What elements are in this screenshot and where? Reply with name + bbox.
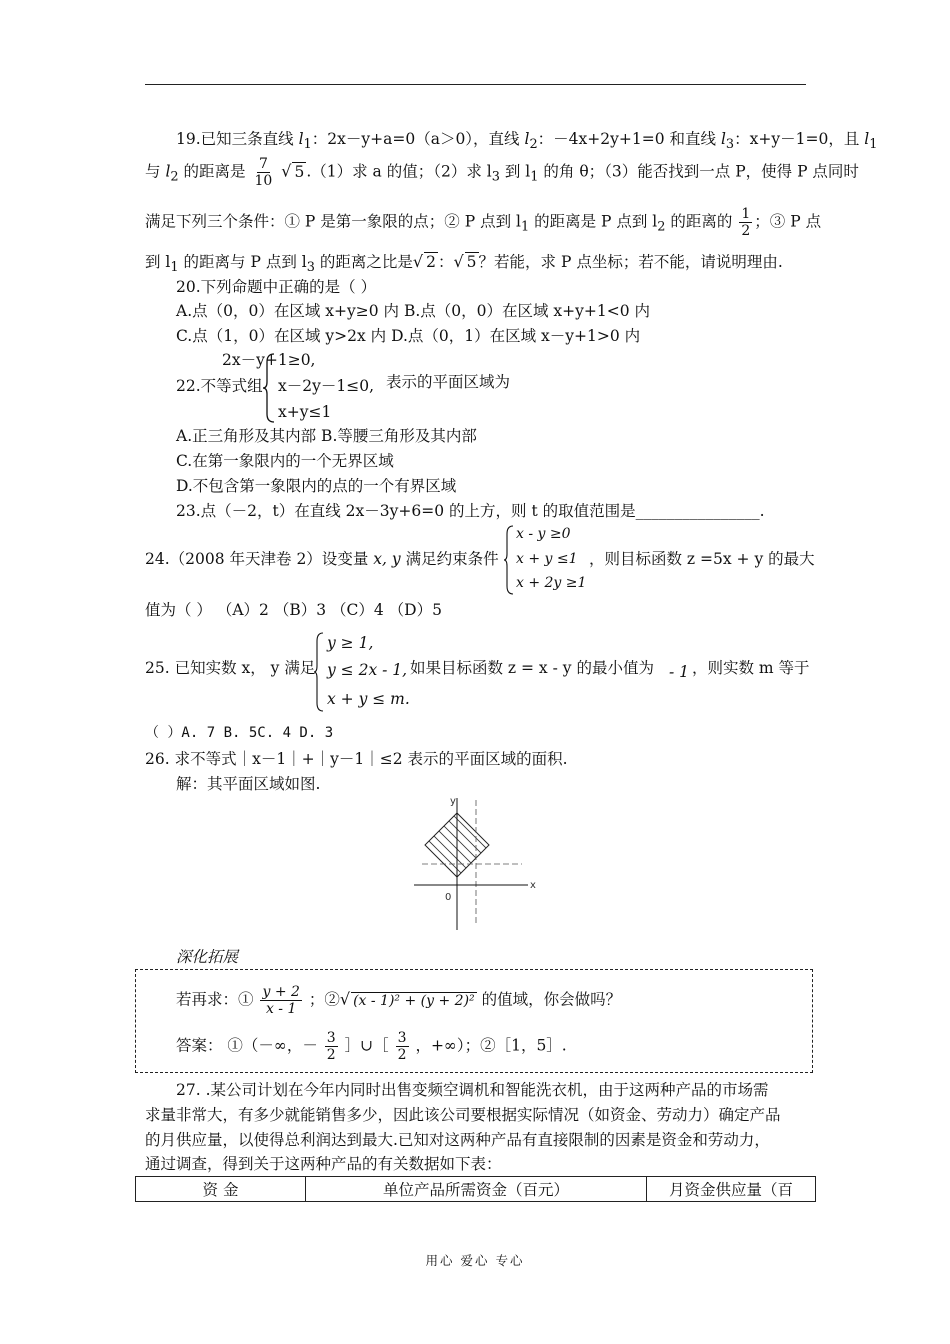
- q20-options-ab: A.点（0，0）在区域 x+y≥0 内 B.点（0，0）在区域 x+y+1<0 内: [176, 302, 651, 320]
- q22-option-ab: A.正三角形及其内部 B.等腰三角形及其内部: [176, 427, 477, 445]
- fraction-y2-x1: $\frac{y + 2}{x - 1}$: [262, 984, 300, 1018]
- origin-label: 0: [445, 892, 452, 903]
- q27-line2: 求量非常大，有多少就能销售多少，因此该公司要根据实际情况（如资金、劳动力）确定产品: [145, 1106, 781, 1124]
- q27-line3: 的月供应量，以使得总利润达到最大.已知对这两种产品有直接限制的因素是资金和劳动力，: [145, 1131, 770, 1149]
- q26-title: 26. 求不等式｜x－1｜+｜y－1｜≤2 表示的平面区域的面积.: [145, 750, 568, 768]
- q25-options: （ ）A. 7 B. 5C. 4 D. 3: [145, 725, 334, 741]
- q25-min-value: - 1: [669, 663, 690, 681]
- q24-constraint-1: x - y ≥0: [516, 526, 571, 542]
- q19-line3: 满足下列三个条件：① P 是第一象限的点；② P 点到 $l_1$ 的距离是 P 点到 $l_2$ 的距离的 $\frac{1}{2}$ ；③ P 点: [145, 206, 822, 240]
- fraction-3-2-a: $\frac{3}{2}$: [326, 1030, 336, 1064]
- fraction-half: $\frac{1}{2}$: [741, 206, 751, 240]
- q25-suffix: ，则实数 m 等于: [692, 659, 810, 677]
- q27-data-table: [135, 1176, 816, 1202]
- q24-prefix: 24.（2008 年天津卷 2）设变量 x, y 满足约束条件: [145, 550, 499, 568]
- hatch-fill: [410, 792, 545, 912]
- q22-option-d: D.不包含第一象限内的点的一个有界区域: [176, 477, 457, 495]
- q23-text: 23.点（－2，t）在直线 2x－3y+6=0 的上方，则 t 的取值范围是________________.: [176, 502, 765, 520]
- table-header-cell: 月资金供应量（百: [647, 1177, 816, 1202]
- q20-title: 20.下列命题中正确的是（ ）: [176, 278, 377, 296]
- q24-constraint-3: x + 2y ≥1: [516, 575, 587, 591]
- q25-prefix: 25. 已知实数 x， y 满足: [145, 659, 316, 677]
- axis-x-label: x: [530, 880, 536, 891]
- q22-suffix: 表示的平面区域为: [386, 373, 511, 391]
- q25-constraint-3: x + y ≤ m.: [327, 690, 410, 708]
- q26-region-figure: [410, 792, 545, 932]
- q27-line1: 27. .某公司计划在今年内同时出售变频空调机和智能洗衣机，由于这两种产品的市场需: [176, 1081, 769, 1099]
- q22-condition-1: 2x－y+1≥0,: [222, 351, 316, 369]
- q22-brace: [262, 352, 276, 424]
- fraction-7-10: $\frac{7}{10}$: [254, 156, 273, 190]
- q19-line4: 到 $l_1$ 的距离与 P 点到 $l_3$ 的距离之比是√ 2 ：√ 5 ？若能，求 P 点坐标；若不能，请说明理由.: [145, 252, 783, 276]
- q22-condition-2: x－2y－1≤0,: [278, 377, 374, 395]
- q22-condition-3: x+y≤1: [278, 403, 332, 421]
- table-header-cell: 单位产品所需资金（百元）: [306, 1177, 647, 1202]
- fraction-3-2-b: $\frac{3}{2}$: [397, 1030, 407, 1064]
- q26-solution: 解：其平面区域如图.: [176, 775, 321, 793]
- q25-brace: [313, 631, 325, 713]
- extend-heading: 深化拓展: [176, 948, 239, 966]
- q24-brace: [503, 524, 515, 596]
- q22-prefix: 22.不等式组: [176, 377, 263, 395]
- q27-line4: 通过调查，得到关于这两种产品的有关数据如下表：: [145, 1155, 502, 1173]
- q20-options-cd: C.点（1，0）在区域 y>2x 内 D.点（0，1）在区域 x－y+1>0 内: [176, 327, 641, 345]
- q19-line1: 19.已知三条直线 $l_1$：2x－y+a=0（a＞0），直线 $l_2$：－4x+2y+1=0 和直线 $l_3$：x+y－1=0，且 $l_1$: [176, 130, 878, 153]
- q24-target: ，则目标函数 z =5x + y 的最大: [589, 550, 815, 568]
- q24-constraint-2: x + y ≤1: [516, 551, 578, 567]
- page-footer: 用心 爱心 专心: [425, 1253, 525, 1268]
- q25-target: 如果目标函数 z = x - y 的最小值为: [410, 659, 654, 677]
- table-row: [136, 1177, 816, 1202]
- extend-answer: 答案： ①（－∞，－ $\frac{3}{2}$ ］∪［ $\frac{3}{2}$ ，+∞）；②［1，5］.: [176, 1030, 567, 1064]
- q19-line2: 与 $l_2$ 的距离是 $\frac{7}{10}$ √ 5 .（1）求 a 的值；（2）求 $l_3$ 到 $l_1$ 的角 θ；（3）能否找到一点 P，使得 P 点同时: [145, 156, 859, 190]
- table-header-cell: 资 金: [136, 1177, 306, 1202]
- q22-option-c: C.在第一象限内的一个无界区域: [176, 452, 394, 470]
- q25-constraint-2: y ≤ 2x - 1,: [327, 661, 408, 679]
- axis-y-label: y: [450, 796, 456, 807]
- header-rule: [145, 84, 806, 85]
- extend-question: 若再求：① $\frac{y + 2}{x - 1}$ ；②√ (x - 1)² + (y + 2)² 的值域，你会做吗？: [176, 984, 622, 1018]
- q24-options: 值为（ ） （A）2 （B）3 （C）4 （D）5: [145, 601, 442, 619]
- q25-constraint-1: y ≥ 1,: [327, 634, 374, 652]
